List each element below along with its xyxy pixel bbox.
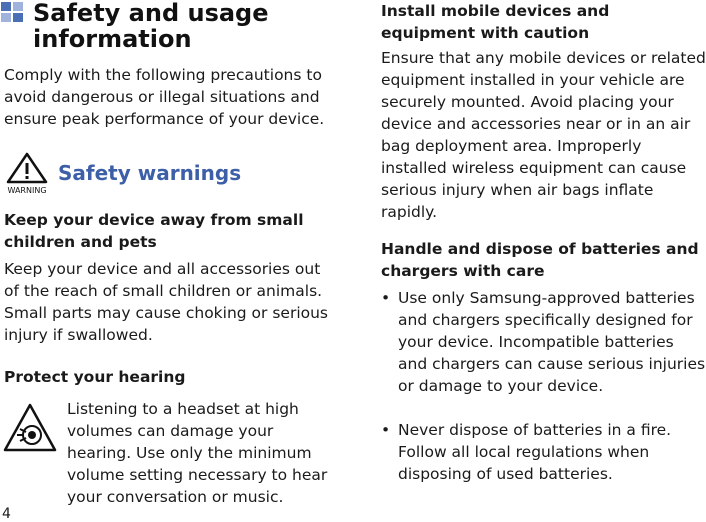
section-body-children: Keep your device and all accessories out of the reach of small children or animals. Small parts may cause choking or serious injury if swallowed. <box>4 260 329 344</box>
section-body-hearing: Listening to a headset at high volumes can damage your hearing. Use only the minimum volume setting necessary to hear your conversation or music. <box>67 400 328 506</box>
bullet-text: Never dispose of batteries in a fire. Follow all local regulations when disposing of used batteries. <box>398 421 672 483</box>
page-title: Safety and usage information <box>33 0 269 53</box>
list-item <box>381 419 706 485</box>
section-heading-batteries: Handle and dispose of batteries and chargers with care <box>381 240 699 280</box>
bullet-text: Use only Samsung-approved batteries and chargers specifically designed for your device. Incompatible batteries and chargers can cause serious injuries or damage to your device. <box>398 289 706 395</box>
warnings-heading: Safety warnings <box>58 161 242 185</box>
section-heading-hearing: Protect your hearing <box>4 368 186 386</box>
section-heading-mobile: Install mobile devices and equipment with caution <box>381 2 610 42</box>
intro-text: Comply with the following precautions to avoid dangerous or illegal situations and ensure peak performance of your device. <box>4 66 325 128</box>
bullet-icon: • <box>381 421 391 439</box>
warning-icon-label: WARNING <box>7 186 47 195</box>
page-number: 4 <box>2 506 11 522</box>
grid-squares-icon <box>1 2 25 24</box>
section-heading-children: Keep your device away from small children and pets <box>4 211 304 251</box>
bullet-icon: • <box>381 289 391 307</box>
hearing-hazard-icon <box>2 402 58 454</box>
list-item <box>381 287 706 397</box>
section-body-mobile: Ensure that any mobile devices or related equipment installed in your vehicle are securely mounted. Avoid placing your device and accessories near or in an air bag deployment area. Improperly installed wireless equipment can cause serious injury when air bags inflate rapidly. <box>381 49 706 221</box>
warning-icon <box>4 152 50 196</box>
batteries-bullet-list <box>381 287 706 485</box>
